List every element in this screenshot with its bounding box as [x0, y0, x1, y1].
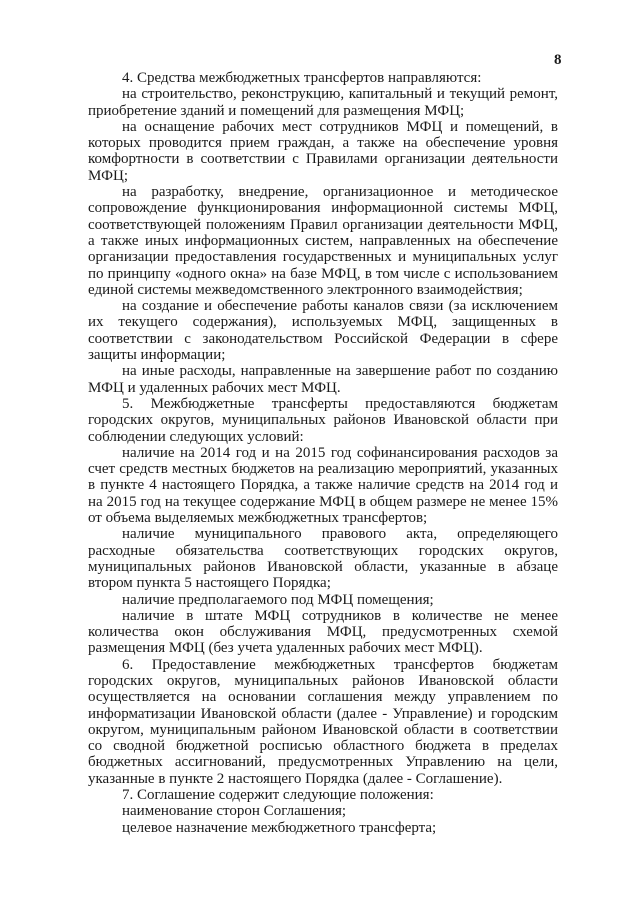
document-body — [88, 70, 558, 836]
paragraph: наличие на 2014 год и на 2015 год софинансирования расходов за счет средств местных бюджетов на реализацию мероприятий, указанных в пункте 4 настоящего Порядка, а также наличие средств на 2014 год и на 2015 год на текущее содержание МФЦ в общем размере не менее 15% от объема выделяемых межбюджетных трансфертов; — [88, 444, 558, 527]
paragraph: наличие муниципального правового акта, определяющего расходные обязательства соответствующих городских округов, муниципальных районов Ивановской области, указанные в абзаце втором пункта 5 настоящего Порядка; — [88, 526, 558, 592]
paragraph-6: 6. Предоставление межбюджетных трансфертов бюджетам городских округов, муниципальных районов Ивановской области осуществляется на основании соглашения между управлением по информатизации Ивановской области (далее - Управление) и городским округом, муниципальным районом Ивановской области в соответствии со сводной бюджетной росписью областного бюджета в пределах бюджетных ассигнований, предусмотренных Управлению на цели, указанные в пункте 2 настоящего Порядка (далее - Соглашение). — [88, 656, 558, 787]
paragraph: на иные расходы, направленные на завершение работ по созданию МФЦ и удаленных рабочих мест МФЦ. — [88, 363, 558, 396]
page-number: 8 — [554, 52, 562, 68]
paragraph-7-heading: 7. Соглашение содержит следующие положения: — [122, 787, 434, 804]
paragraph: наименование сторон Соглашения; — [122, 803, 347, 820]
paragraph-4-heading: 4. Средства межбюджетных трансфертов направляются: — [122, 70, 482, 86]
paragraph: наличие предполагаемого под МФЦ помещения; — [122, 591, 434, 608]
paragraph: на создание и обеспечение работы каналов связи (за исключением их текущего содержания), используемых МФЦ, защищенных в соответствии с законодательством Российской Федерации в сфере защиты информации; — [88, 298, 558, 364]
paragraph: на оснащение рабочих мест сотрудников МФЦ и помещений, в которых проводится прием граждан, а также на обеспечение уровня комфортности в соответствии с Правилами организации деятельности МФЦ; — [88, 118, 558, 184]
paragraph: целевое назначение межбюджетного трансферта; — [122, 819, 437, 836]
paragraph: наличие в штате МФЦ сотрудников в количестве не менее количества окон обслуживания МФЦ, предусмотренных схемой размещения МФЦ (без учета удаленных рабочих мест МФЦ). — [88, 607, 558, 657]
paragraph-5-heading: 5. Межбюджетные трансферты предоставляются бюджетам городских округов, муниципальных районов Ивановской области при соблюдении следующих условий: — [88, 395, 558, 445]
paragraph: на разработку, внедрение, организационное и методическое сопровождение функционирования информационной системы МФЦ, соответствующей положениям Правил организации деятельности МФЦ, а также иных информационных систем, направленных на обеспечение организации предоставления государственных и муниципальных услуг по принципу «одного окна» на базе МФЦ, в том числе с использованием единой системы межведомственного электронного взаимодействия; — [88, 184, 558, 298]
paragraph: на строительство, реконструкцию, капитальный и текущий ремонт, приобретение зданий и помещений для размещения МФЦ; — [88, 86, 558, 119]
